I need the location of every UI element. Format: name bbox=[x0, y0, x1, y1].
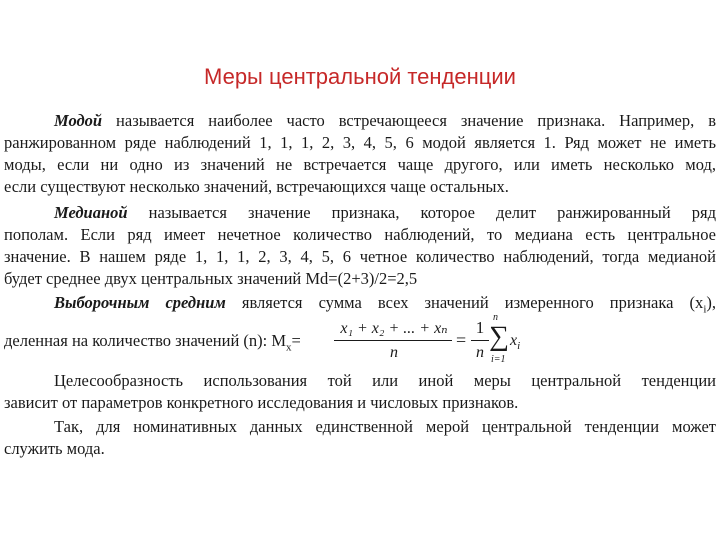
formula-equals: = bbox=[456, 330, 467, 350]
mean-formula bbox=[330, 312, 530, 368]
mode-text-1: называется наиболее часто встречающееся значение признака. Например, в bbox=[102, 111, 716, 130]
formula-term bbox=[510, 332, 520, 352]
mean-text-1-end: ), bbox=[706, 293, 716, 312]
expedience-line-1: Целесообразность использования той или иной меры центральной тенденции bbox=[54, 371, 716, 390]
mean-sub-i: i bbox=[703, 303, 707, 316]
formula-sum-top: n bbox=[493, 312, 498, 323]
mean-eq: = bbox=[291, 331, 301, 350]
mode-line-3: моды, если ни одно из значений не встречается чаще другого, или иметь несколько мод, bbox=[4, 155, 716, 174]
formula-numerator: x₁ + x₂ + ... + xₙ bbox=[340, 320, 448, 337]
formula-term-sub: i bbox=[517, 340, 521, 353]
mode-line-1 bbox=[54, 110, 716, 132]
mode-term: Модой bbox=[54, 111, 103, 130]
formula-fraction-bar bbox=[334, 340, 452, 341]
mode-line-2: ранжированном ряде наблюдений 1, 1, 1, 2, 3, 4, 5, 6 модой является 1. Ряд может не иметь bbox=[4, 133, 716, 152]
sigma-icon: ∑ bbox=[489, 321, 509, 352]
formula-denominator: n bbox=[390, 344, 398, 361]
median-line-1 bbox=[54, 202, 716, 224]
median-line-2: пополам. Если ряд имеет нечетное количество наблюдений, то медиана есть центральное bbox=[4, 225, 716, 244]
median-line-4: будет среднее двух центральных значений Md=(2+3)/2=2,5 bbox=[4, 269, 418, 288]
nominative-line-1: Так, для номинативных данных единственной мерой центральной тенденции может bbox=[54, 417, 716, 436]
mean-text-1: является сумма всех значений измеренного признака (x bbox=[225, 293, 704, 312]
formula-fraction-bar-2 bbox=[471, 340, 489, 341]
expedience-line-2: зависит от параметров конкретного исследования и числовых признаков. bbox=[4, 393, 519, 412]
mean-text-2: деленная на количество значений (n): M bbox=[4, 331, 287, 350]
mean-line-2 bbox=[4, 330, 334, 358]
mean-sub-x: x bbox=[286, 341, 292, 354]
formula-sum-bottom: i=1 bbox=[491, 354, 506, 365]
formula-n: n bbox=[476, 344, 484, 361]
formula-one: 1 bbox=[475, 318, 485, 337]
mean-line-1 bbox=[54, 292, 716, 320]
mode-line-4: если существуют несколько значений, встречающихся чаще остальных. bbox=[4, 177, 509, 196]
median-text-1: называется значение признака, которое делит ранжированный ряд bbox=[127, 203, 716, 222]
median-line-3: значение. В нашем ряде 1, 1, 1, 2, 3, 4, 5, 6 четное количество наблюдений, тогда медианой bbox=[4, 247, 716, 266]
slide-title: Меры центральной тенденции bbox=[204, 64, 516, 89]
mean-term: Выборочным средним bbox=[54, 293, 226, 312]
median-term: Медианой bbox=[54, 203, 128, 222]
nominative-line-2: служить мода. bbox=[4, 439, 105, 458]
formula-term-x: x bbox=[510, 332, 518, 349]
